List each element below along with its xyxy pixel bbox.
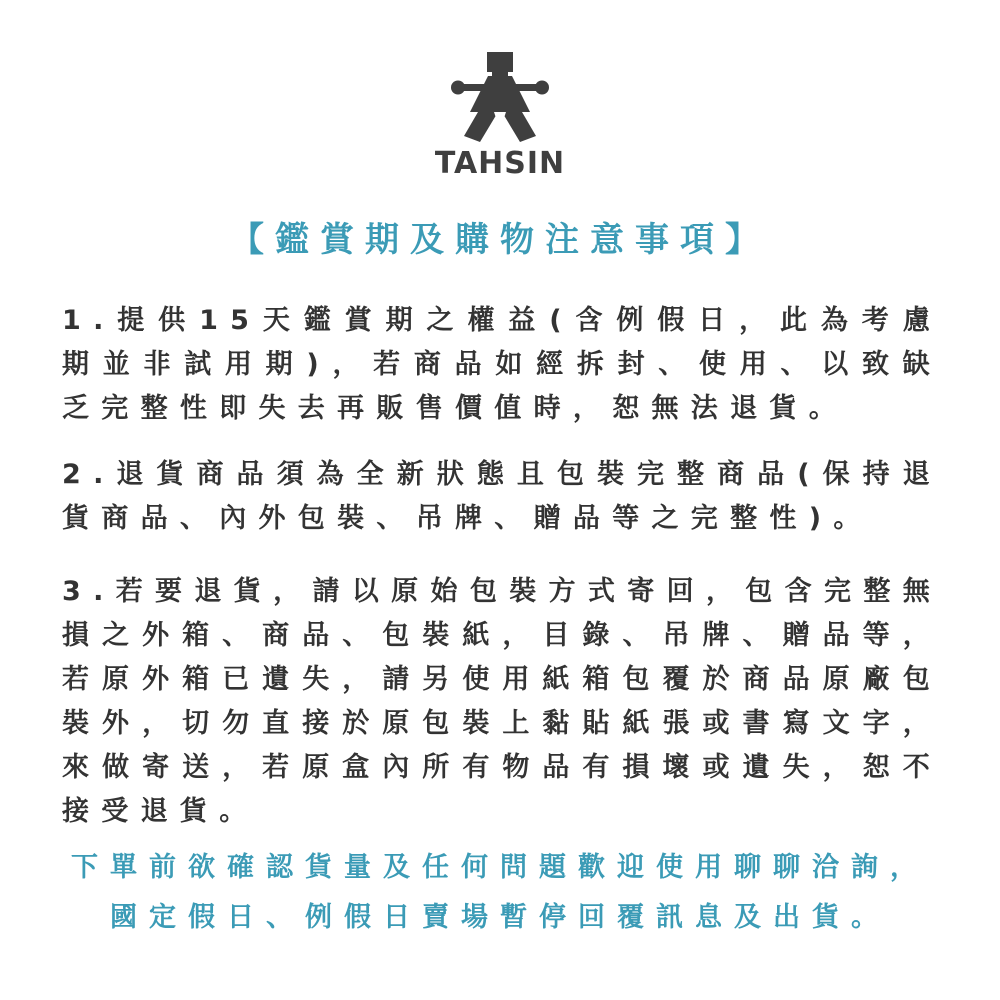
notice-line-2: 國定假日、例假日賣場暫停回覆訊息及出貨。 [110,902,890,933]
page-title: 【鑑賞期及購物注意事項】 [230,220,770,260]
policy-item-3: 3.若要退貨，請以原始包裝方式寄回，包含完整無損之外箱、商品、包裝紙，目錄、吊牌、贈品等，若原外箱已遺失，請另使用紙箱包覆於商品原廠包裝外，切勿直接於原包裝上黏貼紙張或書寫文字，來做寄送，若原盒內所有物品有損壞或遺失，恕不接受退貨。 [62,576,942,827]
notice-line-1: 下單前欲確認貨量及任何問題歡迎使用聊聊洽詢， [71,852,929,883]
policy-item-2: 2.退貨商品須為全新狀態且包裝完整商品(保持退貨商品、內外包裝、吊牌、贈品等之完整性)。 [62,459,942,534]
tahsin-figure-icon [450,50,550,145]
brand-name: TAHSIN [434,146,566,181]
policy-item-1: 1.提供15天鑑賞期之權益(含例假日，此為考慮期並非試用期)，若商品如經拆封、使用、以致缺乏完整性即失去再販售價值時，恕無法退貨。 [62,305,942,424]
contact-notice [0,843,1000,943]
